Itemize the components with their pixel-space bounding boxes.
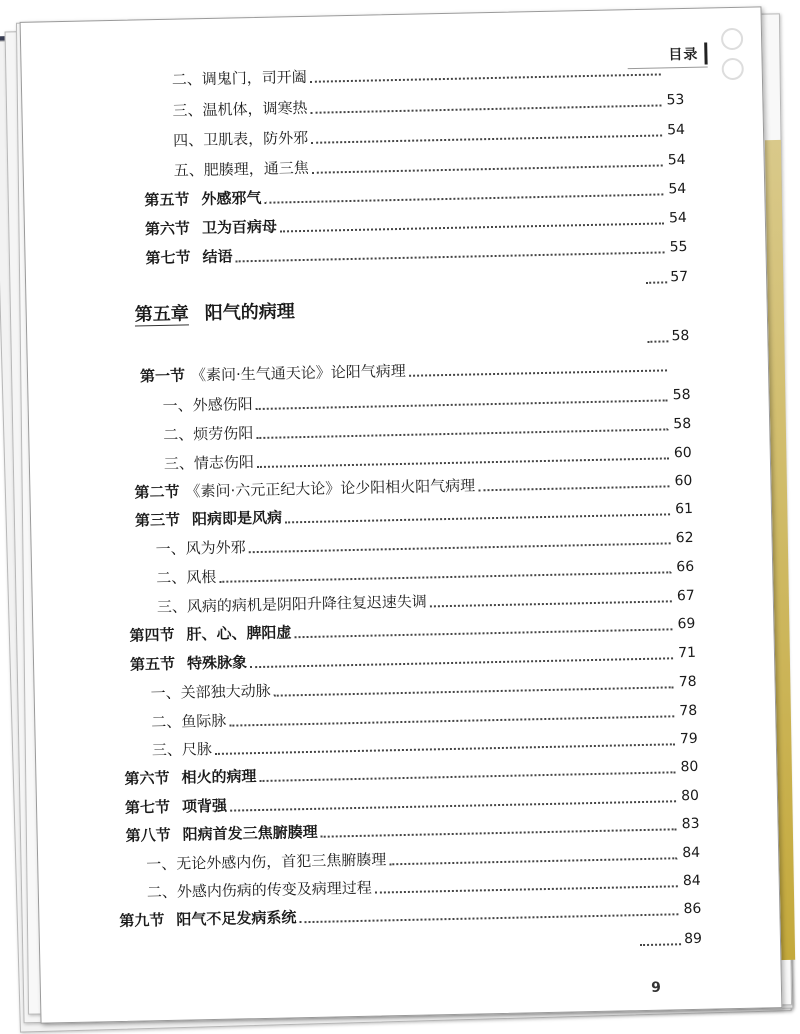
toc-label: 三、尺脉 bbox=[151, 740, 213, 760]
toc-number: 第一节 bbox=[139, 366, 186, 386]
dot-leader bbox=[280, 222, 664, 232]
toc-title bbox=[129, 620, 291, 647]
toc-label: 阳气不足发病系统 bbox=[176, 908, 297, 929]
toc-number: 第八节 bbox=[125, 825, 171, 845]
toc-title bbox=[155, 535, 245, 561]
toc-label: 特殊脉象 bbox=[186, 653, 248, 673]
toc-label: 四、卫肌表，防外邪 bbox=[172, 128, 309, 150]
toc-number: 第九节 bbox=[119, 911, 165, 930]
dot-leader bbox=[250, 657, 673, 668]
dot-leader bbox=[409, 369, 667, 376]
toc-page-number: 62 bbox=[675, 529, 694, 547]
toc-page-number: 78 bbox=[679, 702, 698, 720]
toc-title bbox=[163, 421, 253, 447]
footer-page-number: 9 bbox=[651, 979, 662, 996]
toc-title bbox=[135, 505, 283, 532]
dot-leader bbox=[229, 715, 674, 726]
toc-number: 第七节 bbox=[145, 248, 191, 268]
dot-leader bbox=[236, 251, 665, 262]
toc-page-number-line bbox=[640, 927, 702, 952]
toc-chapter[interactable] bbox=[135, 292, 689, 328]
toc-label: 《素问·六元正纪大论》论少阳相火阳气病理 bbox=[185, 476, 476, 501]
dot-leader bbox=[249, 542, 671, 553]
toc-label: 二、烦劳伤阳 bbox=[163, 424, 254, 444]
toc-page-number: 84 bbox=[682, 844, 701, 862]
toc-title bbox=[145, 244, 233, 270]
toc-page-number: 89 bbox=[683, 930, 703, 948]
toc-page bbox=[20, 6, 783, 1023]
toc-page-number: 58 bbox=[673, 415, 692, 433]
toc-title bbox=[147, 876, 372, 905]
toc-label: 阳气的病理 bbox=[204, 301, 295, 325]
toc-label: 三、情志伤阳 bbox=[163, 453, 255, 473]
toc-title bbox=[172, 65, 307, 92]
toc-title bbox=[130, 650, 248, 676]
toc-item[interactable] bbox=[172, 57, 684, 92]
toc-number: 第二节 bbox=[134, 482, 180, 502]
dot-leader bbox=[219, 571, 671, 582]
toc-label: 一、风为外邪 bbox=[155, 538, 246, 559]
dot-leader bbox=[312, 164, 663, 173]
toc-label: 肝、心、脾阳虚 bbox=[186, 623, 292, 644]
dot-leader bbox=[646, 281, 667, 283]
toc-number: 第五章 bbox=[134, 303, 189, 326]
toc-page-number: 53 bbox=[666, 91, 685, 109]
dot-leader bbox=[260, 771, 676, 782]
toc-label: 《素问·生气通天论》论阳气病理 bbox=[190, 361, 406, 385]
toc-title bbox=[146, 847, 386, 876]
toc-page-number-line bbox=[646, 265, 688, 290]
dot-leader bbox=[375, 885, 678, 893]
dot-leader bbox=[389, 857, 677, 865]
toc-title bbox=[172, 96, 307, 123]
toc-page-number: 66 bbox=[676, 558, 695, 576]
toc-number: 第五节 bbox=[129, 654, 176, 674]
toc-page-number: 80 bbox=[680, 758, 699, 776]
toc-label: 三、温机体，调寒热 bbox=[172, 98, 308, 120]
toc-title bbox=[152, 737, 213, 762]
toc-item[interactable] bbox=[172, 88, 684, 123]
toc-label: 阳病首发三焦腑腠理 bbox=[182, 822, 318, 844]
toc-label: 外感邪气 bbox=[201, 188, 262, 209]
toc-title bbox=[125, 820, 317, 848]
toc-page-number: 60 bbox=[674, 472, 693, 490]
dot-leader bbox=[300, 913, 679, 923]
toc-page-number: 58 bbox=[671, 327, 690, 345]
toc-label: 二、外感内伤病的传变及病理过程 bbox=[146, 878, 373, 902]
dot-leader bbox=[295, 628, 673, 638]
dot-leader bbox=[274, 686, 674, 696]
toc-label: 一、无论外感内伤，首犯三焦腑腠理 bbox=[146, 850, 387, 874]
toc-item[interactable] bbox=[173, 118, 685, 153]
toc-page-number-line bbox=[647, 324, 689, 349]
toc-label: 三、风病的病机是阴阳升降往复迟速失调 bbox=[156, 592, 428, 617]
toc-label: 项背强 bbox=[181, 796, 228, 816]
header-title: 目录 bbox=[668, 46, 699, 64]
dot-leader bbox=[230, 800, 676, 811]
toc-label: 二、鱼际脉 bbox=[151, 711, 227, 732]
toc-title bbox=[173, 156, 308, 183]
toc-label: 五、肥腠理，通三焦 bbox=[173, 158, 309, 180]
dot-leader bbox=[430, 600, 672, 607]
toc-title bbox=[150, 679, 270, 706]
toc-label: 二、风根 bbox=[156, 567, 217, 588]
toc-item[interactable] bbox=[173, 148, 685, 183]
dot-leader bbox=[640, 943, 681, 946]
toc-number: 第六节 bbox=[144, 219, 191, 239]
dot-leader bbox=[256, 428, 668, 439]
toc-page-number: 54 bbox=[668, 180, 687, 198]
toc-page-number: 80 bbox=[680, 787, 700, 805]
toc-title bbox=[156, 565, 217, 590]
toc-label: 结语 bbox=[202, 247, 233, 267]
toc-title bbox=[145, 215, 278, 242]
toc-page-number: 60 bbox=[673, 444, 692, 462]
dot-leader bbox=[311, 134, 662, 143]
toc-title bbox=[135, 300, 295, 327]
dot-leader bbox=[264, 193, 663, 203]
toc-page-number: 86 bbox=[683, 900, 702, 918]
toc-page-number: 84 bbox=[682, 872, 701, 890]
toc-title bbox=[164, 450, 254, 476]
toc-label: 二、调鬼门，司开阖 bbox=[171, 67, 308, 89]
table-of-contents bbox=[21, 7, 782, 1022]
toc-title bbox=[125, 794, 228, 820]
toc-page-number: 55 bbox=[669, 238, 688, 256]
toc-label: 一、关部独大动脉 bbox=[150, 681, 271, 703]
dot-leader bbox=[257, 457, 669, 468]
dot-leader bbox=[647, 340, 668, 342]
toc-title bbox=[119, 905, 296, 933]
toc-number: 第六节 bbox=[124, 768, 170, 788]
toc-label: 阳病即是风病 bbox=[191, 508, 283, 529]
toc-title bbox=[157, 589, 427, 619]
toc-page-number: 67 bbox=[676, 587, 695, 605]
toc-title bbox=[162, 392, 252, 418]
toc-page-number: 83 bbox=[681, 815, 700, 833]
toc-label: 一、外感伤阳 bbox=[162, 395, 253, 415]
toc-title bbox=[124, 764, 257, 791]
toc-page-number: 57 bbox=[670, 268, 689, 286]
toc-page-number: 61 bbox=[674, 500, 694, 518]
dot-leader bbox=[215, 743, 675, 755]
toc-page-number: 54 bbox=[667, 121, 686, 139]
dot-leader bbox=[321, 828, 677, 837]
toc-title bbox=[140, 359, 406, 389]
dot-leader bbox=[310, 73, 661, 82]
toc-title bbox=[144, 186, 262, 212]
toc-title bbox=[173, 126, 308, 153]
toc-page-number: 79 bbox=[679, 730, 698, 748]
toc-page-number: 71 bbox=[677, 644, 697, 662]
toc-title bbox=[151, 709, 227, 735]
toc-page-number: 58 bbox=[672, 386, 691, 404]
toc-section[interactable] bbox=[145, 235, 687, 270]
dot-leader bbox=[311, 104, 662, 113]
toc-label: 相火的病理 bbox=[181, 767, 257, 787]
dot-leader bbox=[478, 485, 669, 491]
toc-page-number: 54 bbox=[667, 151, 686, 169]
toc-page-number: 69 bbox=[677, 615, 696, 633]
toc-number: 第五节 bbox=[144, 190, 190, 210]
toc-number: 第四节 bbox=[129, 625, 175, 645]
toc-label: 卫为百病母 bbox=[201, 217, 278, 238]
dot-leader bbox=[256, 399, 668, 410]
toc-page-number: 54 bbox=[668, 209, 688, 227]
dot-leader bbox=[285, 513, 670, 523]
toc-title bbox=[134, 473, 475, 504]
toc-section[interactable] bbox=[140, 353, 690, 389]
toc-number: 第七节 bbox=[124, 797, 171, 817]
toc-number: 第三节 bbox=[134, 510, 181, 530]
toc-page-number: 78 bbox=[678, 673, 697, 691]
